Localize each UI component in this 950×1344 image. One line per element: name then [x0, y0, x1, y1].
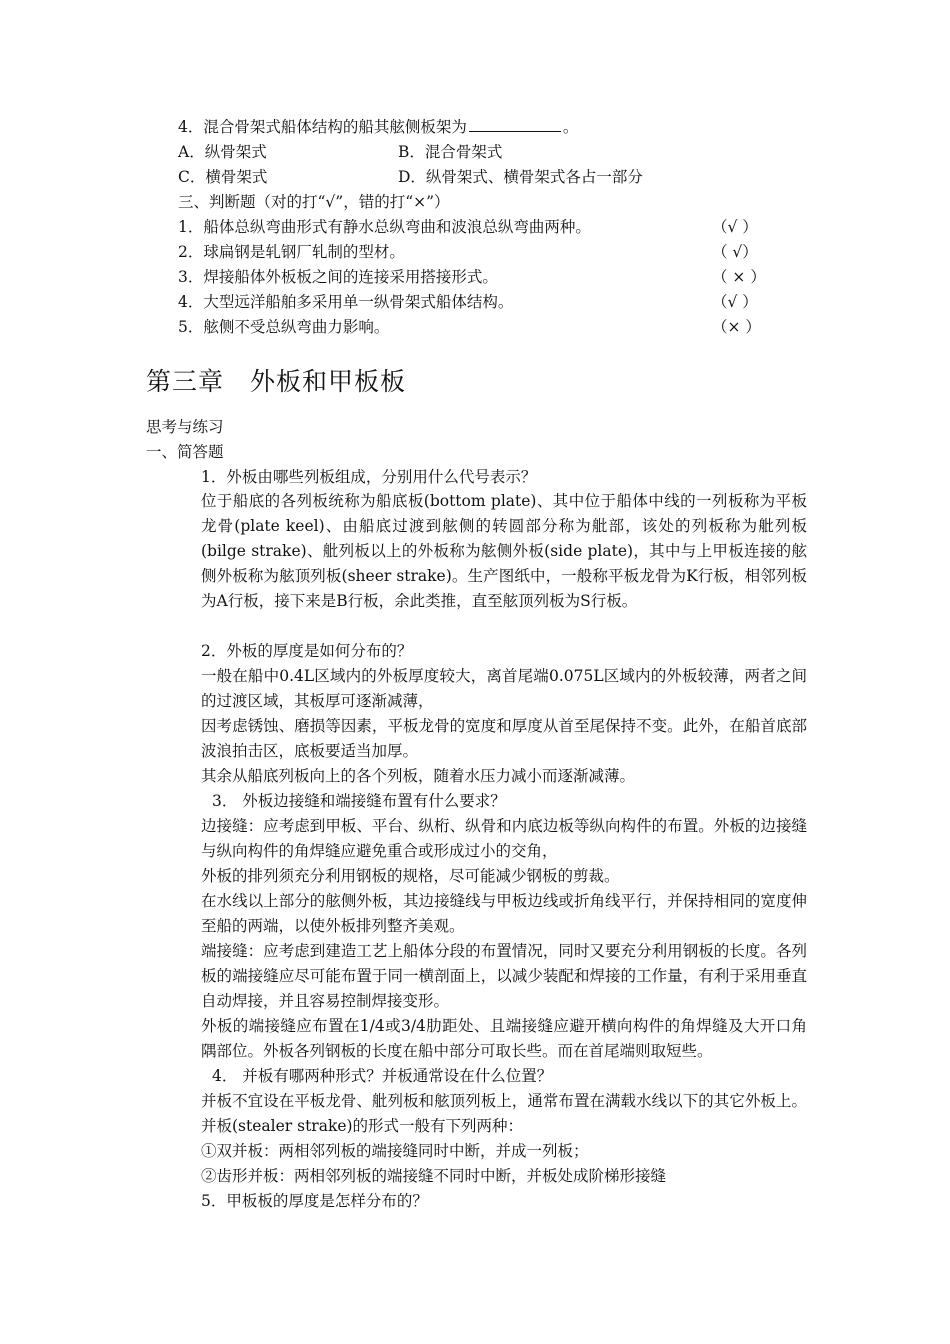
judge-item-3: 3．焊接船体外板板之间的连接采用搭接形式。 — [178, 268, 498, 286]
qa-answer-3-part-5: 外板的端接缝应布置在1/4或3/4肋距处、且端接缝应避开横向构件的角焊缝及大开口角隅部位。外板各列钢板的长度在船中部分可取长些。而在首尾端则取短些。 — [201, 1017, 807, 1060]
judge-item-1: 1．船体总纵弯曲形式有静水总纵弯曲和波浪总纵弯曲两种。 — [178, 218, 591, 236]
question-4-tail: 。 — [562, 118, 579, 136]
chapter-title: 第三章 外板和甲板板 — [146, 367, 407, 396]
answer-blank — [469, 117, 561, 132]
judge-mark-3: （ × ） — [712, 268, 766, 286]
judge-item-5: 5．舷侧不受总纵弯曲力影响。 — [178, 318, 390, 336]
qa-answer-3-part-1: 边接缝：应考虑到甲板、平台、纵桁、纵骨和内底边板等纵向构件的布置。外板的边接缝与纵向构件的角焊缝应避免重合或形成过小的交角， — [201, 817, 807, 860]
qa-question-3: 3． 外板边接缝和端接缝布置有什么要求？ — [212, 792, 506, 810]
subsection-title: 一、简答题 — [146, 443, 224, 461]
judge-mark-5: （× ） — [712, 318, 761, 336]
judge-item-4: 4．大型远洋船舶多采用单一纵骨架式船体结构。 — [178, 293, 514, 311]
option-a: A．纵骨架式 — [178, 143, 267, 161]
judge-mark-1: （√ ） — [712, 218, 758, 236]
question-4-text: 4．混合骨架式船体结构的船其舷侧板架为 — [178, 118, 467, 136]
judge-mark-4: （√ ） — [712, 293, 758, 311]
qa-answer-3-part-4: 端接缝：应考虑到建造工艺上船体分段的布置情况，同时又要充分利用钢板的长度。各列板的端接缝应尽可能布置于同一横剖面上，以减少装配和焊接的工作量，有利于采用垂直自动焊接，并且容易控制焊接变形。 — [201, 942, 807, 1010]
qa-answer-2-part-2: 因考虑锈蚀、磨损等因素，平板龙骨的宽度和厚度从首至尾保持不变。此外，在船首底部波浪拍击区，底板要适当加厚。 — [201, 717, 807, 760]
qa-answer-3-part-3: 在水线以上部分的舷侧外板，其边接缝线与甲板边线或折角线平行，并保持相同的宽度伸至船的两端，以使外板排列整齐美观。 — [201, 892, 807, 935]
qa-answer-1: 位于船底的各列板统称为船底板(bottom plate)、其中位于船体中线的一列板称为平板龙骨(plate keel)、由船底过渡到舷侧的转圆部分称为舭部，该处的列板称为舭列板(bilge strake)、舭列板以上的外板称为舷侧外板(side plate)，其中与上甲板连接的舷侧外板称为舷顶列板(sheer strake)。生产图纸中，一般称平板龙骨为K行板，相邻列板为A行板，接下来是B行板，余此类推，直至舷顶列板为S行板。 — [201, 492, 807, 610]
qa-answer-2-part-1: 一般在船中0.4L区域内的外板厚度较大，离首尾端0.075L区域内的外板较薄，两者之间的过渡区域，其板厚可逐渐减薄， — [201, 667, 807, 710]
qa-answer-4-part-3: ②齿形并板：两相邻列板的端接缝不同时中断，并板处成阶梯形接缝 — [201, 1167, 667, 1185]
option-d: D．纵骨架式、横骨架式各占一部分 — [398, 168, 643, 186]
qa-question-2: 2．外板的厚度是如何分布的？ — [201, 642, 413, 660]
section-title: 思考与练习 — [146, 418, 224, 436]
judge-heading: 三、判断题（对的打“√”，错的打“×”） — [178, 193, 450, 211]
option-c: C．横骨架式 — [178, 168, 268, 186]
qa-question-1: 1．外板由哪些列板组成，分别用什么代号表示？ — [201, 468, 537, 486]
qa-question-4: 4． 并板有哪两种形式？并板通常设在什么位置？ — [212, 1067, 553, 1085]
qa-answer-3-part-2: 外板的排列须充分利用钢板的规格，尽可能减少钢板的剪裁。 — [201, 867, 620, 885]
qa-question-5: 5．甲板板的厚度是怎样分布的？ — [201, 1192, 428, 1210]
question-4 — [178, 116, 578, 138]
qa-answer-4-part-1: 并板不宜设在平板龙骨、舭列板和舷顶列板上，通常布置在满载水线以下的其它外板上。并板(stealer strake)的形式一般有下列两种： — [201, 1092, 807, 1135]
qa-answer-4-part-2: ①双并板：两相邻列板的端接缝同时中断，并成一列板； — [201, 1142, 589, 1160]
judge-mark-2: （ √） — [712, 243, 758, 261]
option-b: B．混合骨架式 — [398, 143, 503, 161]
qa-answer-2-part-3: 其余从船底列板向上的各个列板，随着水压力减小而逐渐减薄。 — [201, 767, 636, 785]
judge-item-2: 2．球扁钢是轧钢厂轧制的型材。 — [178, 243, 405, 261]
